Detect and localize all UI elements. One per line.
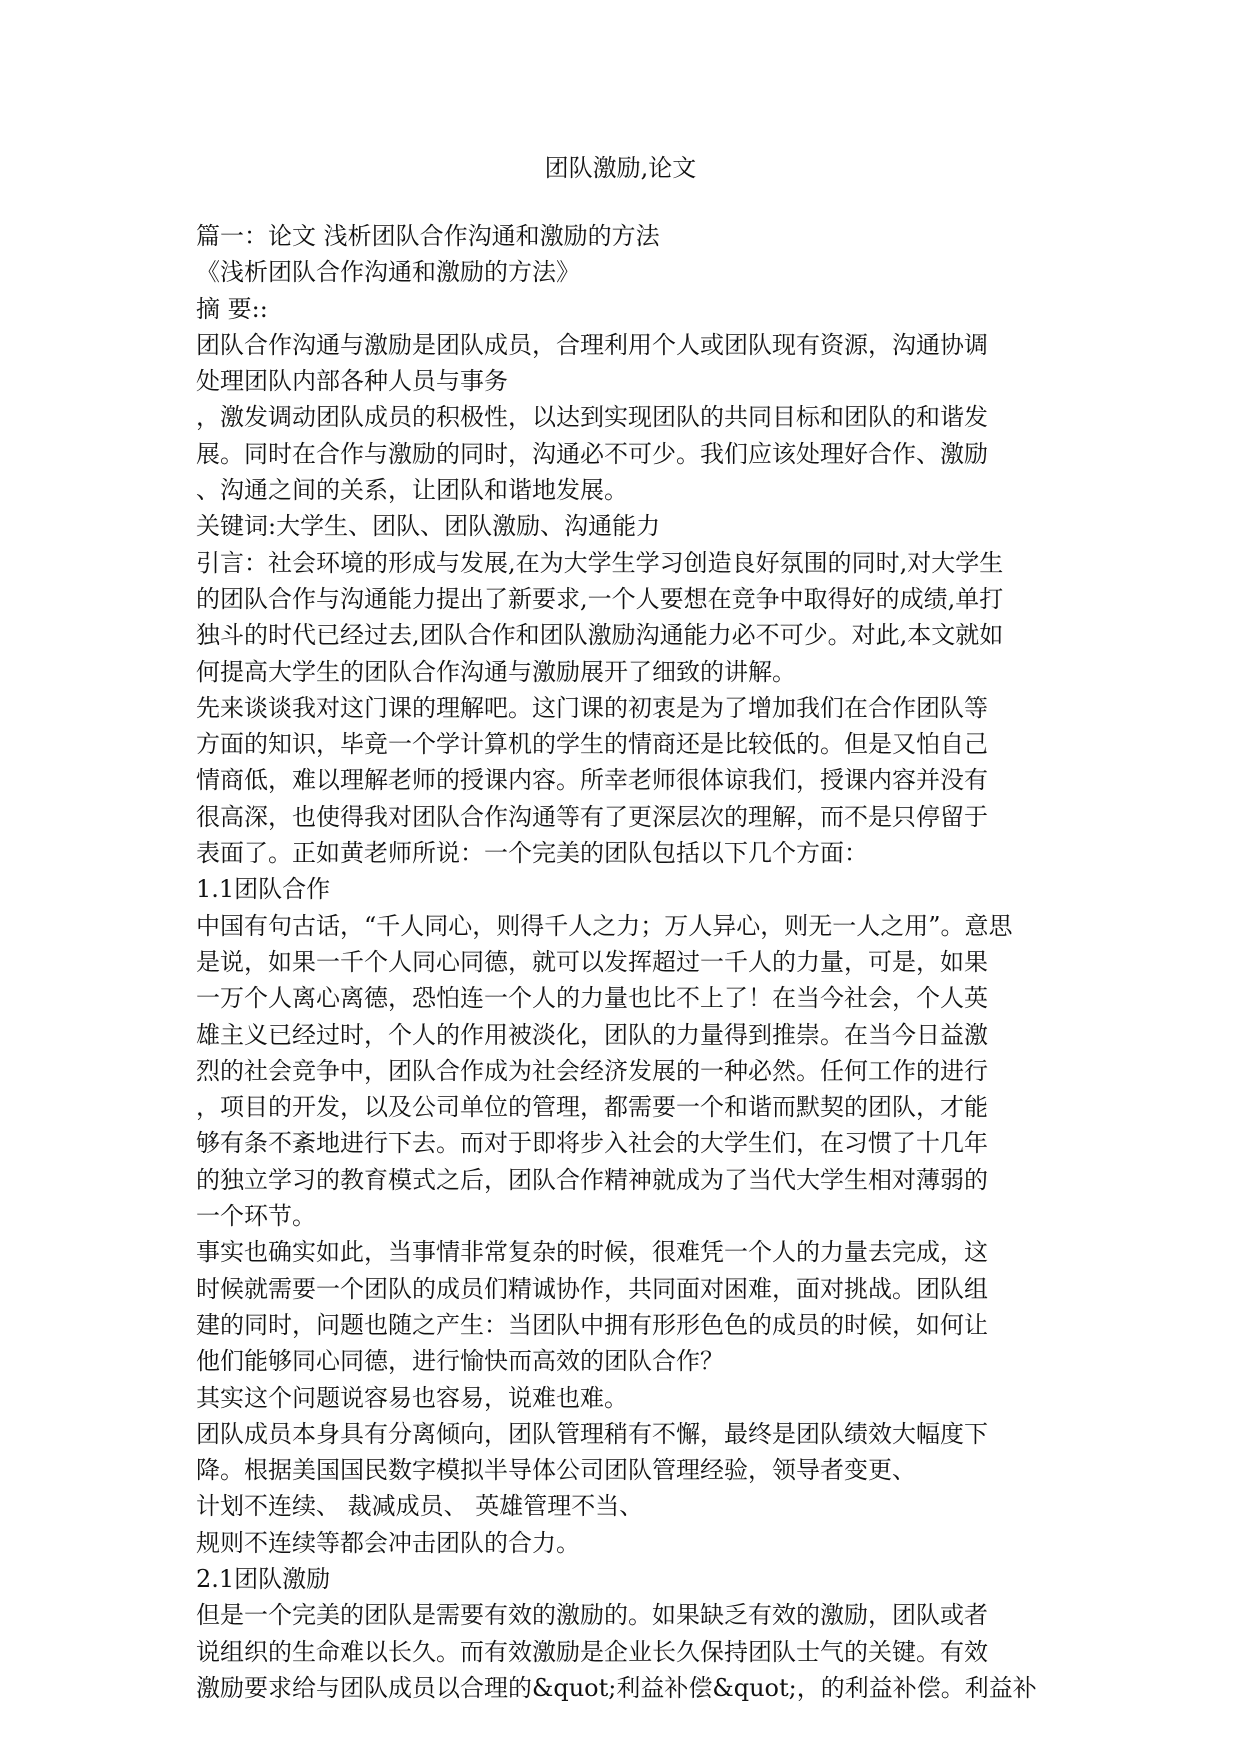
body-line: 一个环节。 (196, 1202, 316, 1231)
body-line: 《浅析团队合作沟通和激励的方法》 (196, 258, 580, 287)
body-line: 团队合作沟通与激励是团队成员，合理利用个人或团队现有资源，沟通协调 (196, 330, 988, 359)
body-line: 先来谈谈我对这门课的理解吧。这门课的初衷是为了增加我们在合作团队等 (196, 693, 988, 722)
body-line: 其实这个问题说容易也容易，说难也难。 (196, 1383, 628, 1412)
body-line: 引言：社会环境的形成与发展,在为大学生学习创造良好氛围的同时,对大学生 (196, 548, 1004, 577)
body-line: 他们能够同心同德，进行愉快而高效的团队合作？ (196, 1347, 724, 1376)
body-line: 关键词:大学生、团队、团队激励、沟通能力 (196, 512, 661, 541)
body-line: 何提高大学生的团队合作沟通与激励展开了细致的讲解。 (196, 657, 796, 686)
body-line: 情商低，难以理解老师的授课内容。所幸老师很体谅我们，授课内容并没有 (196, 766, 988, 795)
body-line: 规则不连续等都会冲击团队的合力。 (196, 1528, 580, 1557)
body-line: 方面的知识，毕竟一个学计算机的学生的情商还是比较低的。但是又怕自己 (196, 730, 988, 759)
body-line: 很高深，也使得我对团队合作沟通等有了更深层次的理解，而不是只停留于 (196, 802, 988, 831)
body-line: 激励要求给与团队成员以合理的&quot;利益补偿&quot;，的利益补偿。利益补 (196, 1673, 1037, 1702)
body-line: ，项目的开发，以及公司单位的管理，都需要一个和谐而默契的团队，才能 (196, 1093, 988, 1122)
body-line: 事实也确实如此，当事情非常复杂的时候，很难凭一个人的力量去完成，这 (196, 1238, 988, 1267)
body-line: 雄主义已经过时，个人的作用被淡化，团队的力量得到推崇。在当今日益激 (196, 1020, 988, 1049)
body-line: 表面了。正如黄老师所说：一个完美的团队包括以下几个方面： (196, 839, 868, 868)
body-line: 1.1团队合作 (196, 875, 331, 904)
body-line: 时候就需要一个团队的成员们精诚协作，共同面对困难，面对挑战。团队组 (196, 1274, 988, 1303)
body-line: 独斗的时代已经过去,团队合作和团队激励沟通能力必不可少。对此,本文就如 (196, 621, 1004, 650)
body-line: ，激发调动团队成员的积极性，以达到实现团队的共同目标和团队的和谐发 (196, 403, 988, 432)
body-line: 一万个人离心离德，恐怕连一个人的力量也比不上了！在当今社会，个人英 (196, 984, 988, 1013)
body-line: 计划不连续、 裁减成员、 英雄管理不当、 (196, 1492, 644, 1521)
body-line: 说组织的生命难以长久。而有效激励是企业长久保持团队士气的关键。有效 (196, 1637, 988, 1666)
body-line: 但是一个完美的团队是需要有效的激励的。如果缺乏有效的激励，团队或者 (196, 1601, 988, 1630)
body-line: 的独立学习的教育模式之后，团队合作精神就成为了当代大学生相对薄弱的 (196, 1165, 988, 1194)
body-line: 够有条不紊地进行下去。而对于即将步入社会的大学生们，在习惯了十几年 (196, 1129, 988, 1158)
body-line: 烈的社会竞争中，团队合作成为社会经济发展的一种必然。任何工作的进行 (196, 1056, 988, 1085)
body-line: 处理团队内部各种人员与事务 (196, 367, 508, 396)
body-line: 的团队合作与沟通能力提出了新要求,一个人要想在竞争中取得好的成绩,单打 (196, 584, 1004, 613)
body-line: 是说，如果一千个人同心同德，就可以发挥超过一千人的力量，可是，如果 (196, 947, 988, 976)
body-line: 建的同时，问题也随之产生：当团队中拥有形形色色的成员的时候，如何让 (196, 1310, 988, 1339)
body-line: 篇一：论文 浅析团队合作沟通和激励的方法 (196, 222, 660, 250)
body-line: 、沟通之间的关系，让团队和谐地发展。 (196, 476, 628, 505)
document-body (196, 218, 1056, 1706)
body-line: 展。同时在合作与激励的同时，沟通必不可少。我们应该处理好合作、激励 (196, 439, 988, 468)
body-line: 中国有句古话，“千人同心，则得千人之力；万人异心，则无一人之用”。意思 (196, 911, 1013, 940)
body-line: 降。根据美国国民数字模拟半导体公司团队管理经验，领导者变更、 (196, 1456, 916, 1485)
body-line: 团队成员本身具有分离倾向，团队管理稍有不懈，最终是团队绩效大幅度下 (196, 1419, 988, 1448)
document-title: 团队激励,论文 (544, 154, 697, 182)
body-line: 2.1团队激励 (196, 1564, 331, 1593)
body-line: 摘 要:: (196, 294, 268, 323)
